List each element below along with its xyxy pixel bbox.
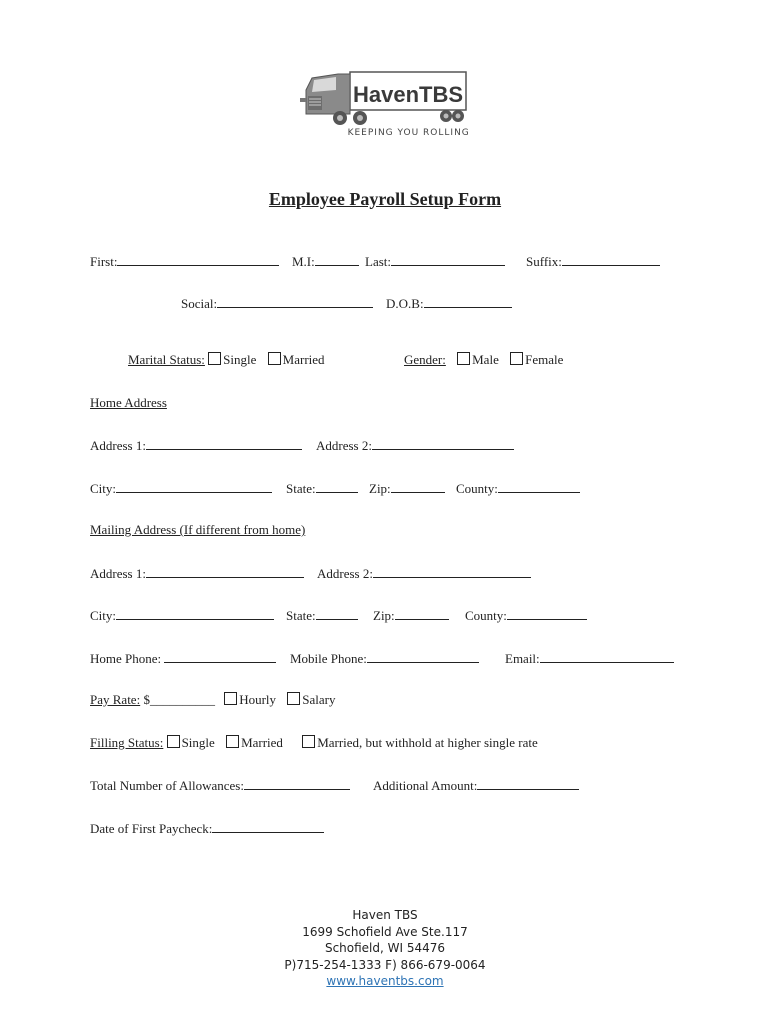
marital-married-label: Married — [282, 352, 325, 367]
mailing-city-label: City: — [90, 608, 117, 623]
filing-married-higher-label: Married, but withhold at higher single rate — [317, 735, 538, 750]
home-city-field[interactable] — [90, 480, 272, 497]
email-field[interactable] — [505, 650, 674, 667]
home-city-line[interactable] — [116, 480, 272, 493]
pay-rate-input[interactable]: $__________ — [143, 692, 215, 707]
mi-label: M.I: — [292, 254, 315, 269]
mailing-address1-line[interactable] — [146, 565, 304, 578]
home-address2-label: Address 2: — [316, 438, 372, 453]
mailing-zip-line[interactable] — [395, 607, 449, 620]
mailing-address2-field[interactable] — [317, 565, 531, 582]
last-line[interactable] — [391, 253, 505, 266]
first-paycheck-label: Date of First Paycheck: — [90, 821, 213, 836]
suffix-field[interactable] — [526, 253, 660, 270]
email-label: Email: — [505, 651, 540, 666]
footer-street: 1699 Schofield Ave Ste.117 — [302, 924, 468, 939]
home-address1-label: Address 1: — [90, 438, 146, 453]
dob-line[interactable] — [424, 295, 512, 308]
gender-female-label: Female — [525, 352, 564, 367]
mailing-county-line[interactable] — [507, 607, 587, 620]
mailing-address1-label: Address 1: — [90, 566, 146, 581]
filing-status-label: Filling Status: — [90, 735, 164, 750]
mailing-zip-field[interactable] — [373, 607, 449, 624]
additional-amount-field[interactable] — [373, 777, 579, 794]
gender-label: Gender: — [404, 352, 446, 367]
marital-married-checkbox[interactable] — [268, 352, 281, 365]
mailing-state-label: State: — [286, 608, 316, 623]
home-address1-line[interactable] — [146, 437, 302, 450]
additional-amount-label: Additional Amount: — [373, 778, 478, 793]
home-zip-field[interactable] — [369, 480, 445, 497]
mi-line[interactable] — [315, 253, 359, 266]
footer-company: Haven TBS — [352, 908, 418, 922]
filing-single-label: Single — [181, 735, 215, 750]
gender-group — [404, 352, 563, 368]
mailing-city-line[interactable] — [116, 607, 274, 620]
home-zip-label: Zip: — [369, 481, 391, 496]
home-state-label: State: — [286, 481, 316, 496]
mailing-address2-label: Address 2: — [317, 566, 373, 581]
first-name-field[interactable] — [90, 253, 279, 270]
allowances-line[interactable] — [244, 777, 350, 790]
home-county-label: County: — [456, 481, 498, 496]
marital-single-label: Single — [223, 352, 257, 367]
home-phone-field[interactable] — [90, 650, 276, 667]
allowances-field[interactable] — [90, 777, 350, 794]
social-label: Social: — [181, 296, 218, 311]
mailing-county-label: County: — [465, 608, 507, 623]
mailing-address1-field[interactable] — [90, 565, 304, 582]
last-label: Last: — [365, 254, 391, 269]
filing-single-checkbox[interactable] — [167, 735, 180, 748]
dob-field[interactable] — [386, 295, 512, 312]
pay-rate-label: Pay Rate: — [90, 692, 141, 707]
mailing-state-field[interactable] — [286, 607, 358, 624]
mailing-state-line[interactable] — [316, 607, 358, 620]
form-title: Employee Payroll Setup Form — [268, 189, 502, 209]
mailing-city-field[interactable] — [90, 607, 274, 624]
social-field[interactable] — [181, 295, 373, 312]
home-city-label: City: — [90, 481, 117, 496]
filing-married-checkbox[interactable] — [226, 735, 239, 748]
pay-hourly-label: Hourly — [239, 692, 277, 707]
mailing-county-field[interactable] — [465, 607, 587, 624]
home-phone-line[interactable] — [164, 650, 276, 663]
suffix-label: Suffix: — [526, 254, 562, 269]
home-address2-line[interactable] — [372, 437, 514, 450]
gender-male-label: Male — [472, 352, 499, 367]
home-address2-field[interactable] — [316, 437, 514, 454]
pay-salary-checkbox[interactable] — [287, 692, 300, 705]
home-county-field[interactable] — [456, 480, 580, 497]
footer-city: Schofield, WI 54476 — [324, 941, 446, 955]
middle-initial-field[interactable] — [292, 253, 359, 270]
marital-status-group — [128, 352, 325, 368]
suffix-line[interactable] — [562, 253, 660, 266]
marital-single-checkbox[interactable] — [208, 352, 221, 365]
first-line[interactable] — [117, 253, 279, 266]
first-paycheck-field[interactable] — [90, 820, 324, 837]
footer-website-link[interactable]: www.haventbs.com — [326, 974, 444, 988]
footer-phones: P)715-254-1333 F) 866-679-0064 — [284, 957, 486, 972]
marital-status-label: Marital Status: — [128, 352, 205, 367]
home-address-heading: Home Address — [90, 395, 167, 410]
social-line[interactable] — [217, 295, 373, 308]
mailing-zip-label: Zip: — [373, 608, 395, 623]
company-logo — [298, 68, 470, 140]
home-state-line[interactable] — [316, 480, 358, 493]
svg-text:KEEPING YOU ROLLING!: KEEPING YOU ROLLING! — [347, 128, 470, 138]
home-zip-line[interactable] — [391, 480, 445, 493]
gender-male-checkbox[interactable] — [457, 352, 470, 365]
home-state-field[interactable] — [286, 480, 358, 497]
additional-amount-line[interactable] — [477, 777, 579, 790]
pay-rate-group — [90, 692, 336, 708]
gender-female-checkbox[interactable] — [510, 352, 523, 365]
home-address1-field[interactable] — [90, 437, 302, 454]
home-phone-label: Home Phone: — [90, 651, 162, 666]
mobile-phone-label: Mobile Phone: — [290, 651, 367, 666]
footer-address — [0, 907, 770, 990]
mailing-address-heading: Mailing Address (If different from home) — [90, 522, 306, 537]
home-county-line[interactable] — [498, 480, 580, 493]
last-name-field[interactable] — [365, 253, 505, 270]
filing-married-higher-checkbox[interactable] — [302, 735, 315, 748]
mobile-phone-field[interactable] — [290, 650, 479, 667]
email-line[interactable] — [540, 650, 674, 663]
pay-salary-label: Salary — [302, 692, 336, 707]
pay-hourly-checkbox[interactable] — [224, 692, 237, 705]
first-paycheck-line[interactable] — [212, 820, 324, 833]
svg-text:HavenTBS: HavenTBS — [352, 82, 464, 107]
filing-status-group — [90, 735, 538, 751]
mailing-address2-line[interactable] — [373, 565, 531, 578]
allowances-label: Total Number of Allowances: — [90, 778, 244, 793]
filing-married-label: Married — [241, 735, 283, 750]
first-label: First: — [90, 254, 118, 269]
mobile-phone-line[interactable] — [367, 650, 479, 663]
truck-icon — [298, 68, 470, 140]
dob-label: D.O.B: — [386, 296, 424, 311]
